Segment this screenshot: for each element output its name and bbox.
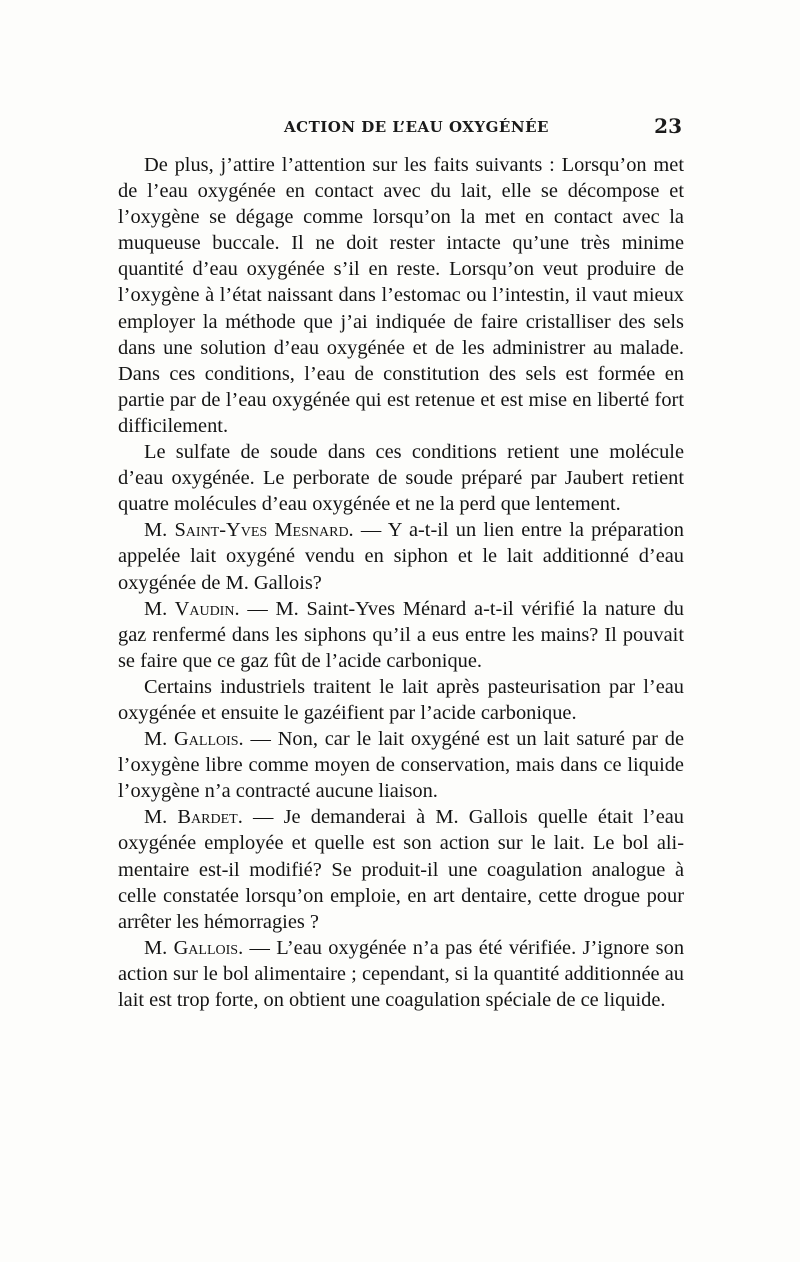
paragraph-text: De plus, j’attire l’attention sur les faits suivants : Lorsqu’on met de l’eau oxygénée en contact avec du lait, elle se décompose et l’oxygène se dégage comme lorsqu’on la met en contact avec la muqueuse buccale. Il ne doit rester intacte qu’une très minime quantité d’eau oxygénée s’il en reste. Lorsqu’on veut produire de l’oxygène à l’état naissant dans l’estomac ou l’intestin, il vaut mieux employer la méthode que j’ai indiquée de faire cristalliser des sels dans une solution d’eau oxygénée et de les administrer au malade. Dans ces conditions, l’eau de constitution des sels est formée en partie par de l’eau oxygénée qui est retenue et est mise en liberté fort difficilement. — [118, 154, 684, 437]
speaker-name: M. Saint-Yves Mesnard. — [144, 519, 354, 542]
page-number: 23 — [654, 114, 682, 138]
paragraph-text: — M. Saint-Yves Ménard a-t-il vérifié la nature du gaz renfermé dans les siphons qu’il a eus entre les mains? Il pouvait se faire que ce gaz fût de l’acide carbonique. — [118, 597, 684, 672]
speaker-name: M. Bardet. — [144, 806, 243, 829]
paragraph — [118, 152, 684, 439]
paragraph-text: — Y a-t-il un lien entre la préparation appelée lait oxygéné vendu en siphon et le lait additionné d’eau oxygénée de M. Gallois? — [118, 519, 684, 594]
body-text — [118, 152, 684, 1013]
paragraph-text: Certains industriels traitent le lait après pasteurisation par l’eau oxygénée et ensuite le gazéifient par l’acide carbonique. — [118, 675, 684, 724]
running-head: ACTION DE L’EAU OXYGÉNÉE — [284, 118, 549, 136]
paragraph-text: Le sulfate de soude dans ces conditions retient une molécule d’eau oxygénée. Le perborate de soude préparé par Jaubert retient quatre molécules d’eau oxygénée et ne la perd que lentement. — [118, 441, 684, 516]
paragraph — [118, 439, 684, 517]
paragraph-text: — Non, car le lait oxygéné est un lait saturé par de l’oxygène libre comme moyen de conservation, mais dans ce liquide l’oxygène n’a contracté aucune liaison. — [118, 728, 685, 803]
paragraph-text: — L’eau oxygénée n’a pas été vérifiée. J’ignore son action sur le bol alimentaire ; cependant, si la quantité additionnée au lait est trop forte, on obtient une coagulation spéciale de ce liquide. — [118, 936, 685, 1011]
paragraph — [118, 674, 684, 726]
paragraph — [118, 596, 684, 674]
paragraph — [118, 804, 684, 934]
paragraph — [118, 726, 684, 804]
speaker-name: M. Gallois. — [144, 936, 244, 959]
speaker-name: M. Gallois. — [144, 728, 244, 751]
paragraph-text: — Je demanderai à M. Gallois quelle était l’eau oxygénée employée et quelle est son action sur le lait. Le bol alimentaire est-il modifié? Se produit-il une coagulation analogue à celle constatée lorsqu’on emploie, en art dentaire, cette drogue pour arrêter les hémorragies ? — [118, 806, 684, 933]
page-header — [118, 112, 684, 144]
paragraph — [118, 517, 684, 595]
paragraph — [118, 935, 684, 1013]
speaker-name: M. Vaudin. — [144, 597, 240, 620]
